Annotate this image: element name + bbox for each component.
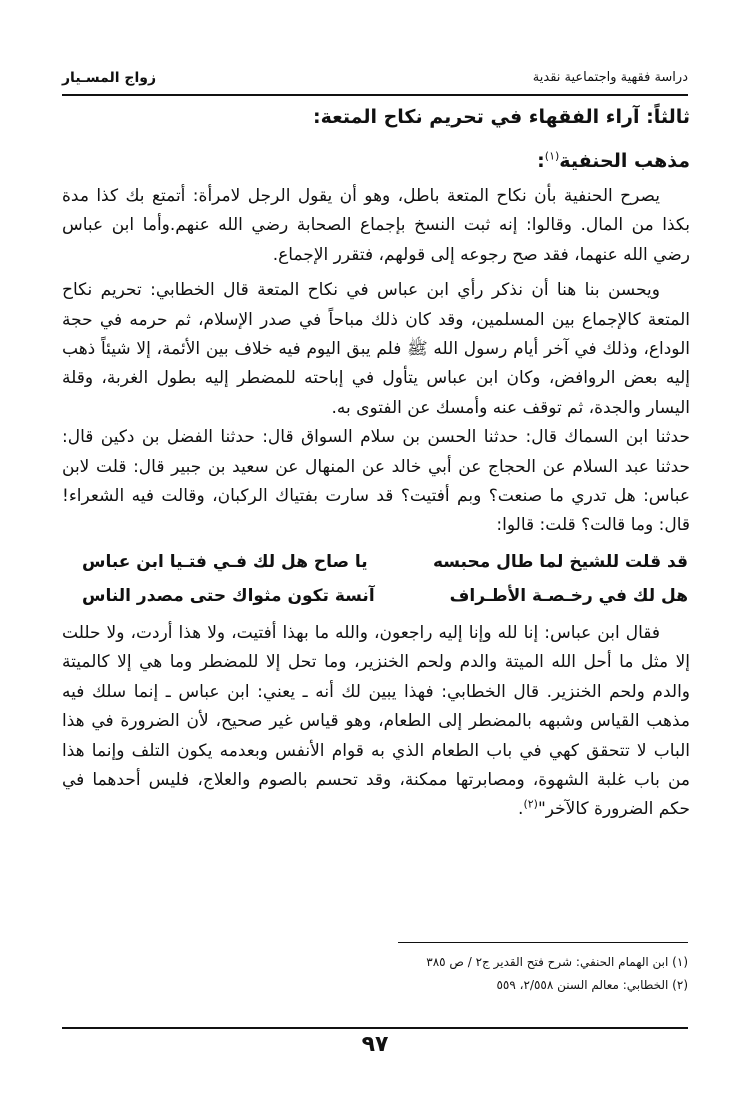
book-title: زواج المسـيار xyxy=(62,70,157,86)
poem-verse-1 xyxy=(62,545,690,579)
page-number: ٩٧ xyxy=(361,1032,389,1057)
footnotes xyxy=(60,951,688,997)
paragraph-3: حدثنا ابن السماك قال: حدثنا الحسن بن سلام السواق قال: حدثنا الفضل بن دكين قال: حدثنا عبد السلام عن الحجاج عن أبي خالد عن المنهال عن سعيد بن جبير قال: قلت لابن عباس: هل تدري ما صنعت؟ وبم أفتيت؟ قد سارت بفتياك الركبان، وقالت فيه الشعراء! قال: وما قالت؟ قلت: قالوا: xyxy=(62,427,690,536)
footnote-ref-2[interactable]: (٢) xyxy=(523,797,538,811)
footnote-ref-1[interactable]: (١) xyxy=(544,149,560,163)
footnote-1: (١) ابن الهمام الحنفي: شرح فتح القدير ج٢ / ص ٣٨٥ xyxy=(426,955,688,969)
verse-2-first: هل لك في رخـصـة الأطـراف xyxy=(449,585,688,606)
verse-1-first: قد قلت للشيخ لما طال محبسه xyxy=(432,551,688,572)
paragraph-4 xyxy=(62,619,690,825)
paragraph-1: يصرح الحنفية بأن نكاح المتعة باطل، وهو أن يقول الرجل لامرأة: أتمتع بك كذا مدة بكذا من المال. وقالوا: إنه ثبت النسخ بإجماع الصحابة رضي الله عنهم.وأما ابن عباس رضي الله عنهما، فقد صح رجوعه إلى قولهم، فتقرر الإجماع. xyxy=(62,186,690,265)
footnote-2: (٢) الخطابي: معالم السنن ٢/٥٥٨، ٥٥٩ xyxy=(496,978,688,992)
verse-1-second: يا صاح هل لك فـي فتـيا ابن عباس xyxy=(82,551,368,572)
paragraph-4-text: فقال ابن عباس: إنا لله وإنا إليه راجعون، والله ما بهذا أفتيت، ولا هذا أردت، ولا حللت إلا مثل ما أحل الله الميتة والدم ولحم الخنزير، وما تحل إلا للمضطر وما هي إلا كالميتة والدم ولحم الخنزير. قال الخطابي: فهذا يبين لك أنه ـ يعني: ابن عباس ـ إنما سلك فيه مذهب القياس وشبهه بالمضطر إلى الطعام، وهو قياس غير صحيح، لأن الضرورة في هذا الباب لا تتحقق كهي في باب الطعام الذي به قوام الأنفس وبعدمه يكون التلف وإنما هذا من باب غلبة الشهوة، ومصابرتها ممكنة، وقد تحسم بالصوم والعلاج، فليس أحدهما في حكم الضرورة كالآخر" xyxy=(62,622,690,820)
paragraph-4-end: . xyxy=(518,799,524,820)
main-text xyxy=(62,102,690,825)
subheading-text: مذهب الحنفية xyxy=(559,150,690,172)
section-heading: ثالثاً: آراء الفقهاء في تحريم نكاح المتعة: xyxy=(313,106,690,128)
footnote-divider xyxy=(398,942,688,943)
paragraph-2: ويحسن بنا هنا أن نذكر رأي ابن عباس في نكاح المتعة قال الخطابي: تحريم نكاح المتعة كالإجماع بين المسلمين، وقد كان ذلك مباحاً في صدر الإسلام، ثم حرمه في حجة الوداع، وذلك في آخر أيام رسول الله ﷺ فلم يبق اليوم فيه خلاف بين الأئمة، إلا شيئاً ذهب إليه بعض الروافض، وكان ابن عباس يتأول في إباحته للمضطر إليه بطول الغربة، وقلة اليسار والجدة، ثم توقف عنه وأمسك عن الفتوى به. xyxy=(62,280,690,418)
poem-verse-2 xyxy=(62,579,690,613)
subheading: مذهب الحنفية$^{(١)}$: xyxy=(537,149,690,172)
footer-divider xyxy=(62,1027,688,1029)
header-divider xyxy=(62,94,688,96)
verse-2-second: آنسة تكون مثواك حتى مصدر الناس xyxy=(82,585,375,606)
poem xyxy=(62,545,690,613)
chapter-title: دراسة فقهية واجتماعية نقدية xyxy=(532,70,688,85)
running-header xyxy=(62,70,688,92)
